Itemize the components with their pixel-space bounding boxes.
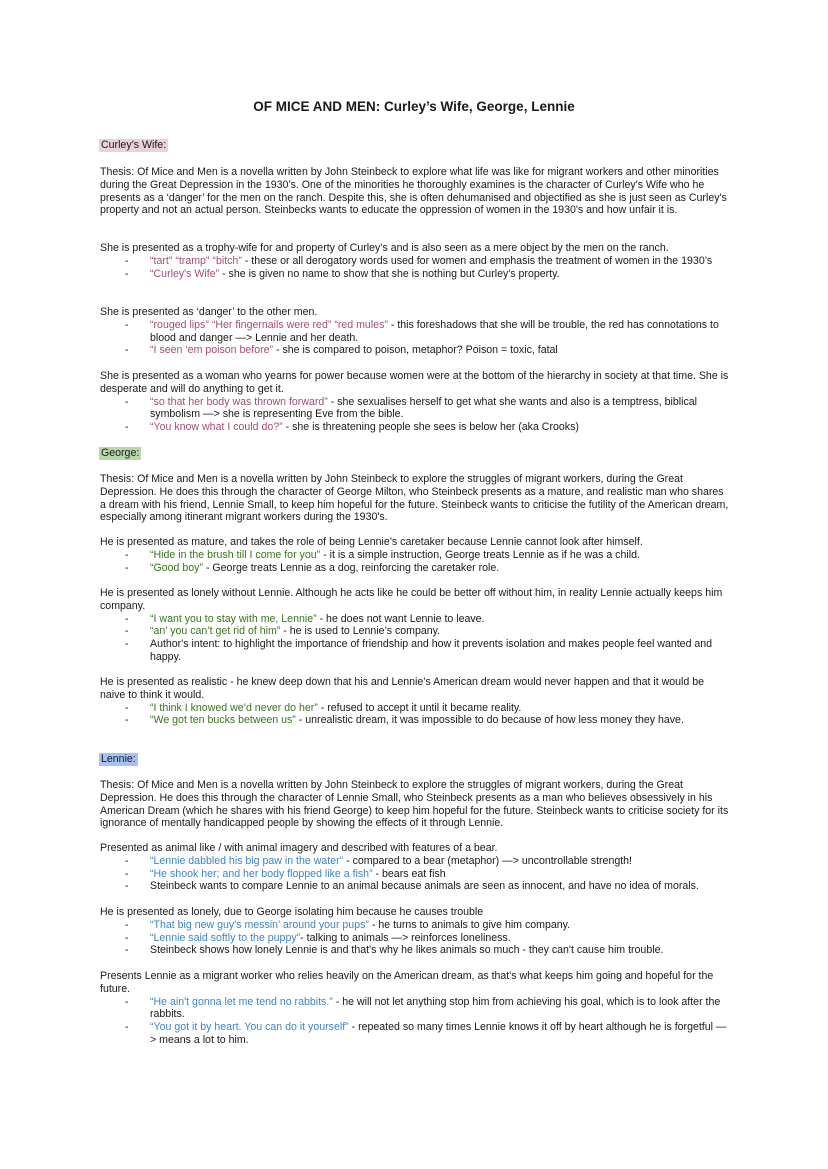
analysis: - he is used to Lennie’s company. [280, 625, 441, 638]
quote: “an’ you can’t get rid of him” [150, 625, 281, 638]
curley-p1-text: She is presented as a trophy-wife for and property of Curley’s and is also seen as a mere object by the men on the ranch. [100, 242, 669, 254]
list-item: - “I want you to stay with me, Lennie” - he does not want Lennie to leave. [125, 612, 485, 625]
lennie-heading-block [100, 753, 730, 766]
lennie-thesis-text: Thesis: Of Mice and Men is a novella written by John Steinbeck to explore the struggles of migrant workers, during the Great Depression. He does this through the character of Lennie Small, who Steinbeck presents as a man who believes obsessively in his American Dream (which he shares with his friend George) to keep him hopeful for the future. Steinbeck wants to criticise society for its ignorance of mentally handicapped people by showing the effects of it through Lennie. [100, 779, 729, 830]
lennie-p3-list [100, 996, 730, 1047]
list-item: - “Good boy” - George treats Lennie as a dog, reinforcing the caretaker role. [125, 561, 500, 574]
george-thesis-text: Thesis: Of Mice and Men is a novella written by John Steinbeck to explore the struggles of migrant workers, during the Great Depression. He does this through the character of George Milton, who Steinbeck presents as a mature, and realistic man who shares a dream with his friend, Lennie Small, to keep him hopeful for the future. Steinbeck wants to criticise the futility of the American dream, especially among itinerant migrant workers during the 1930's. [100, 473, 729, 524]
curley-p1-list [100, 255, 730, 281]
document-title: OF MICE AND MEN: Curley’s Wife, George, Lennie [253, 99, 575, 114]
george-point-3 [100, 676, 730, 727]
list-item: - “tart” “tramp” “bitch” - these or all derogatory words used for women and emphasis the treatment of women in the 1930’s [125, 254, 713, 267]
george-point-1 [100, 536, 730, 574]
analysis: Steinbeck shows how lonely Lennie is and that's why he likes animals so much - they can't cause him trouble. [150, 944, 664, 957]
george-heading: George: [101, 447, 140, 459]
curley-point-3 [100, 370, 730, 434]
list-item: - Author's intent: to highlight the importance of friendship and how it prevents isolation and makes people feel wanted and happy. [125, 638, 713, 663]
lennie-p1-text: Presented as animal like / with animal imagery and described with features of a bear. [100, 842, 498, 854]
list-item: - “We got ten bucks between us” - unrealistic dream, it was impossible to do because of how less money they have. [125, 714, 684, 727]
quote: “You know what I could do?” [150, 421, 283, 434]
list-item: - “I think I knowed we’d never do her” - refused to accept it until it became reality. [125, 701, 522, 714]
george-p2-text: He is presented as lonely without Lennie. Although he acts like he could be better off without him, in reality Lennie actually keeps him company. [100, 587, 723, 612]
analysis: - compared to a bear (metaphor) —> uncontrollable strength! [343, 854, 633, 867]
analysis: - he turns to animals to give him company. [368, 918, 571, 931]
list-item: - Steinbeck shows how lonely Lennie is and that's why he likes animals so much - they can't cause him trouble. [125, 944, 664, 957]
analysis: - she sexualises herself to get what she wants and also is a temptress, biblical symbolism —> she is representing Eve from the bible. [150, 395, 698, 421]
quote: “Curley's Wife” [150, 267, 220, 280]
lennie-p2-text: He is presented as lonely, due to George isolating him because he causes trouble [100, 906, 484, 918]
george-p3-text: He is presented as realistic - he knew deep down that his and Lennie’s American dream would never happen and that it would be naive to think it would. [100, 676, 705, 701]
quote: “rouged lips” [150, 318, 209, 331]
quote: “That big new guy's messin’ around your pups” [150, 918, 369, 931]
analysis: - George treats Lennie as a dog, reinforcing the caretaker role. [203, 561, 500, 574]
curley-thesis-text: Thesis: Of Mice and Men is a novella written by John Steinbeck to explore what life was like for migrant workers and other minorities during the Great Depression in the 1930’s. One of the minorities he thoroughly examines is the character of Curley's Wife who he presents as a ‘danger’ for the men on the ranch. Despite this, she is often dehumanised and objectified as she is just seen as Curley's property and not an actual person. Steinbecks wants to educate the oppression of women in the 1930's and how unfair it is. [100, 166, 727, 217]
curley-p3-list [100, 396, 730, 434]
quote: “He shook her; and her body flopped like a fish” [150, 867, 373, 880]
analysis: - this foreshadows that she will be trouble, the red has connotations to blood and danger —> Lennie and her death. [150, 318, 719, 344]
analysis: - bears eat fish [372, 867, 446, 880]
curley-point-1 [100, 242, 730, 280]
curley-p2-text: She is presented as ‘danger’ to the other men. [100, 306, 318, 318]
analysis: - refused to accept it until it became reality. [317, 701, 522, 714]
analysis: - these or all derogatory words used for women and emphasis the treatment of women in the 1930’s [241, 254, 713, 267]
george-p2-list [100, 613, 730, 664]
curley-thesis [100, 166, 730, 217]
quote: “Lennie dabbled his big paw in the water” [150, 854, 344, 867]
list-item: - “You got it by heart. You can do it yourself” - repeated so many times Lennie knows it off by heart although he is forgetful —> means a lot to him. [125, 1021, 727, 1046]
quote: “Lennie said softly to the puppy” [150, 931, 301, 944]
quote: “bitch” [212, 254, 242, 267]
quote: “Hide in the brush till I come for you” [150, 548, 321, 561]
list-item: - “That big new guy's messin’ around your pups” - he turns to animals to give him company. [125, 918, 571, 931]
george-p1-list [100, 549, 730, 575]
curley-point-2 [100, 306, 730, 357]
george-thesis [100, 473, 730, 524]
quote: “You got it by heart. You can do it yourself” [150, 1021, 349, 1034]
curley-heading-block [100, 139, 730, 152]
lennie-p1-list [100, 855, 730, 893]
quote: “Good boy” [150, 561, 203, 574]
analysis: - he does not want Lennie to leave. [316, 612, 485, 625]
quote: “He ain't gonna let me tend no rabbits.” [150, 995, 333, 1008]
analysis: - repeated so many times Lennie knows it off by heart although he is forgetful —> means a lot to him. [150, 1021, 727, 1046]
list-item: - “Hide in the brush till I come for you” - it is a simple instruction, George treats Lennie as if he was a child. [125, 548, 640, 561]
list-item: - “I seen ‘em poison before” - she is compared to poison, metaphor? Poison = toxic, fatal [125, 344, 558, 357]
quote: “Her fingernails were red” [211, 318, 332, 331]
quote: “We got ten bucks between us” [150, 714, 296, 727]
lennie-p3-text: Presents Lennie as a migrant worker who relies heavily on the American dream, as that's what keeps him going and hopeful for the future. [100, 970, 714, 995]
list-item: - “an’ you can’t get rid of him” - he is used to Lennie’s company. [125, 625, 441, 638]
quote: “so that her body was thrown forward” [150, 395, 328, 408]
list-item: - “rouged lips” “Her fingernails were red” “red mules” - this foreshadows that she will be trouble, the red has connotations to blood and danger —> Lennie and her death. [125, 318, 719, 344]
lennie-point-2 [100, 906, 730, 957]
list-item: - “He shook her; and her body flopped like a fish” - bears eat fish [125, 867, 446, 880]
list-item: - “Lennie dabbled his big paw in the water” - compared to a bear (metaphor) —> uncontrollable strength! [125, 854, 633, 867]
analysis: - she is threatening people she sees is below her (aka Crooks) [282, 421, 579, 434]
quote: “red mules” [334, 318, 388, 331]
analysis: - unrealistic dream, it was impossible to do because of how less money they have. [295, 714, 684, 727]
lennie-point-1 [100, 842, 730, 893]
analysis: - she is compared to poison, metaphor? Poison = toxic, fatal [273, 344, 558, 357]
quote: “I want you to stay with me, Lennie” [150, 612, 317, 625]
quote: “tramp” [175, 254, 210, 267]
quote: “tart” [150, 254, 173, 267]
george-p1-text: He is presented as mature, and takes the role of being Lennie’s caretaker because Lennie cannot look after himself. [100, 536, 643, 548]
lennie-p2-list [100, 919, 730, 957]
george-heading-block [100, 447, 730, 460]
list-item: - “Lennie said softly to the puppy”- talking to animals —> reinforces loneliness. [125, 931, 511, 944]
analysis: Steinbeck wants to compare Lennie to an animal because animals are seen as innocent, and have no idea of morals. [150, 880, 699, 893]
quote: “I think I knowed we’d never do her” [150, 701, 318, 714]
analysis: - it is a simple instruction, George treats Lennie as if he was a child. [320, 548, 640, 561]
analysis: Author's intent: to highlight the importance of friendship and how it prevents isolation and makes people feel wanted and happy. [150, 638, 713, 663]
curley-p2-list [100, 319, 730, 357]
list-item: - “He ain't gonna let me tend no rabbits.” - he will not let anything stop him from achieving his goal, which is to look after the rabbits. [125, 995, 721, 1021]
analysis: - he will not let anything stop him from achieving his goal, which is to look after the rabbits. [150, 995, 721, 1021]
lennie-point-3 [100, 970, 730, 1047]
curley-heading: Curley’s Wife: [101, 139, 167, 151]
george-p3-list [100, 702, 730, 728]
lennie-thesis [100, 779, 730, 830]
lennie-heading: Lennie: [101, 753, 136, 765]
list-item: - “You know what I could do?” - she is threatening people she sees is below her (aka Crooks) [125, 421, 579, 434]
analysis: - talking to animals —> reinforces loneliness. [300, 931, 511, 944]
george-point-2 [100, 587, 730, 664]
analysis: - she is given no name to show that she is nothing but Curley's property. [219, 267, 560, 280]
list-item: - “so that her body was thrown forward” - she sexualises herself to get what she wants and also is a temptress, biblical symbolism —> she is representing Eve from the bible. [125, 395, 698, 421]
quote: “I seen ‘em poison before” [150, 344, 274, 357]
curley-p3-text: She is presented as a woman who yearns for power because women were at the bottom of the hierarchy in society at that time. She is desperate and will do anything to get it. [100, 370, 729, 395]
list-item: - Steinbeck wants to compare Lennie to an animal because animals are seen as innocent, and have no idea of morals. [125, 880, 699, 893]
list-item: - “Curley's Wife” - she is given no name to show that she is nothing but Curley's property. [125, 267, 560, 280]
